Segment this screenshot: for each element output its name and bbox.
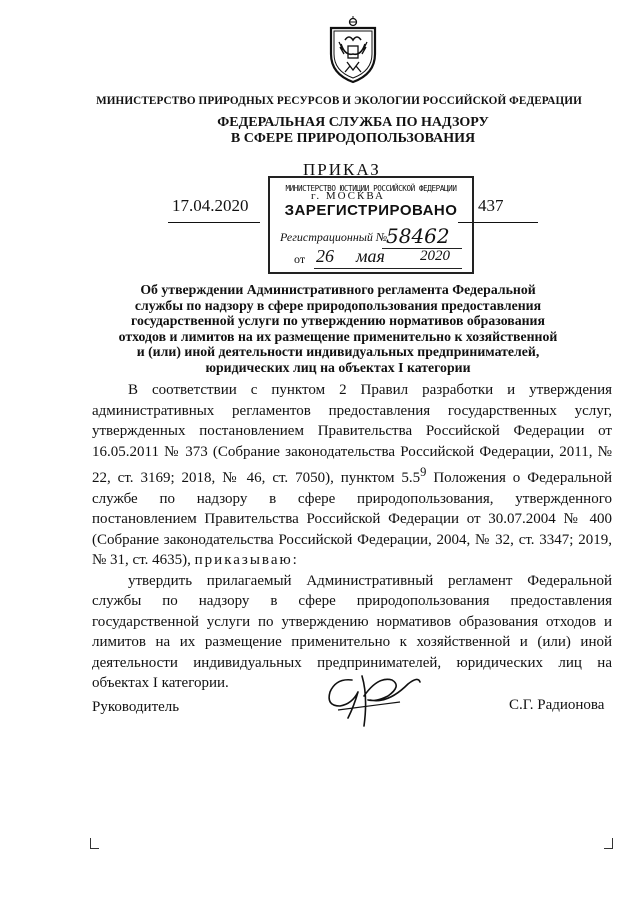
order-verb: приказываю: bbox=[194, 552, 299, 568]
resolution-paragraph: утвердить прилагаемый Административный регламент Федеральной службы по надзору в сфере природопользования предоставления государственной услуги по утверждению нормативов образования отходов и лимитов на их размещение применительно к хозяйственной и (или) иной деятельности индивидуальных предпринимателей, юридических лиц на объектах I категории. bbox=[92, 572, 612, 691]
service-name-line1: ФЕДЕРАЛЬНАЯ СЛУЖБА ПО НАДЗОРУ bbox=[217, 115, 489, 130]
stamp-reg-label: Регистрационный № bbox=[280, 230, 388, 244]
preamble-text-cont: Положения о Федеральной службе по надзору в сфере природопользования, утвержденного постановлением Правительства Российской Федерации от 30.07.2004 № 400 (Собрание законодательства Российской Федерации, 2004, № 32, ст. 3347; 2019, № 31, ст. 4635), bbox=[92, 470, 612, 568]
corner-mark-left bbox=[90, 838, 99, 849]
date-underline bbox=[168, 222, 260, 223]
preamble-superscript: 9 bbox=[420, 465, 427, 479]
order-date: 17.04.2020 bbox=[172, 196, 249, 215]
service-name-line2: В СФЕРЕ ПРИРОДОПОЛЬЗОВАНИЯ bbox=[230, 131, 476, 146]
stamp-reg-number: 58462 bbox=[386, 224, 450, 248]
stamp-date-underline bbox=[314, 268, 462, 269]
corner-mark-right bbox=[604, 838, 613, 849]
stamp-date-prefix: от bbox=[294, 252, 306, 266]
preamble-text: В соответствии с пунктом 2 Правил разработки и утверждения административных регламентов предоставления государственных услуг, утвержденных постановлением Правительства Российской Федерации от 16.05.2011 № 373 (Собрание законодательства Российской Федерации, 2011, № 22, ст. 3169; 2018, № 46, ст. 7050), пунктом 5.5 bbox=[92, 382, 612, 486]
document-title: Об утверждении Административного регламента Федеральной службы по надзору в сфере природопользования предоставления государственной услуги по утверждению нормативов образования отходов и лимитов на их размещение применительно к хозяйственной и (или) иной деятельности индивидуальных предпринимателей, юридических лиц на объектах I категории bbox=[118, 282, 558, 375]
order-number: 437 bbox=[478, 196, 504, 215]
city: г. МОСКВА bbox=[311, 190, 385, 202]
stamp-date-month: мая bbox=[356, 246, 385, 266]
preamble-paragraph bbox=[92, 380, 612, 571]
stamp-date-day: 26 bbox=[316, 246, 334, 266]
stamp-registered: ЗАРЕГИСТРИРОВАНО bbox=[284, 202, 458, 219]
stamp-ministry: МИНИСТЕРСТВО ЮСТИЦИИ РОССИЙСКОЙ ФЕДЕРАЦИИ bbox=[285, 184, 457, 193]
order-heading: ПРИКАЗ bbox=[303, 160, 381, 179]
stamp-date-year: 2020 bbox=[420, 248, 450, 264]
document-body bbox=[92, 380, 612, 694]
ministry-name: МИНИСТЕРСТВО ПРИРОДНЫХ РЕСУРСОВ И ЭКОЛОГИИ РОССИЙСКОЙ ФЕДЕРАЦИИ bbox=[96, 95, 582, 107]
signer-name: С.Г. Радионова bbox=[509, 697, 605, 713]
handwritten-signature bbox=[318, 666, 426, 728]
registration-stamp bbox=[268, 176, 474, 274]
signer-role: Руководитель bbox=[92, 699, 180, 715]
russian-coat-of-arms-icon bbox=[323, 14, 383, 84]
